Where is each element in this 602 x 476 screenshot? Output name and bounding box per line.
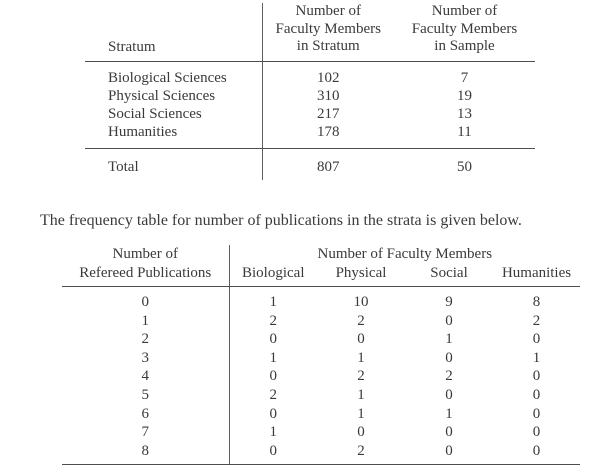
biological-value: 1 bbox=[269, 294, 277, 310]
physical-column-header: Physical bbox=[317, 264, 405, 287]
social-value: 1 bbox=[445, 331, 453, 348]
strata-header-row bbox=[85, 3, 535, 61]
stratum-name: Biological Sciences bbox=[85, 61, 262, 87]
publications-header-line-1: Number of bbox=[62, 245, 229, 264]
header-line: Faculty Members bbox=[411, 20, 518, 37]
publications-count: 4 bbox=[62, 367, 229, 386]
table-row bbox=[62, 312, 580, 331]
physical-value: 0 bbox=[357, 424, 365, 441]
total-label: Total bbox=[85, 149, 262, 180]
table-row bbox=[85, 123, 535, 149]
header-line: in Stratum bbox=[296, 38, 360, 54]
humanities-column-header: Humanities bbox=[493, 264, 580, 287]
social-value: 1 bbox=[445, 405, 453, 422]
social-value: 9 bbox=[445, 294, 453, 310]
in-stratum-value: 310 bbox=[317, 87, 340, 104]
stratum-name: Social Sciences bbox=[85, 105, 262, 123]
table-row bbox=[85, 105, 535, 123]
body-text: The frequency table for number of publications in the strata is given below. bbox=[40, 212, 522, 229]
header-line: Number of bbox=[431, 3, 498, 19]
table-row bbox=[62, 349, 580, 368]
table-row bbox=[62, 287, 580, 312]
humanities-value: 0 bbox=[532, 368, 541, 385]
strata-summary-table-grid bbox=[85, 3, 535, 180]
in-sample-value: 11 bbox=[394, 123, 535, 149]
table-row bbox=[62, 423, 580, 442]
publications-header-line-2: Refereed Publications bbox=[62, 264, 229, 287]
physical-value: 1 bbox=[357, 386, 365, 403]
social-value: 0 bbox=[445, 312, 453, 329]
frequency-group-header-row bbox=[62, 245, 580, 264]
publications-count: 8 bbox=[62, 442, 229, 465]
header-line: in Sample bbox=[434, 38, 495, 54]
publications-count: 2 bbox=[62, 330, 229, 349]
table-row bbox=[62, 330, 580, 349]
biological-column-header: Biological bbox=[229, 264, 317, 287]
humanities-value: 8 bbox=[532, 294, 541, 310]
header-line: Faculty Members bbox=[275, 20, 381, 37]
table-row bbox=[62, 405, 580, 424]
in-stratum-value: 178 bbox=[262, 123, 394, 149]
biological-value: 2 bbox=[269, 386, 277, 403]
physical-value: 2 bbox=[317, 442, 405, 465]
biological-value: 2 bbox=[269, 312, 277, 329]
in-stratum-value: 217 bbox=[317, 105, 340, 122]
table-row bbox=[62, 386, 580, 405]
table-row bbox=[62, 442, 580, 465]
header-line: Number of bbox=[295, 3, 361, 19]
humanities-value: 0 bbox=[532, 405, 541, 422]
humanities-value: 1 bbox=[532, 349, 541, 366]
biological-value: 0 bbox=[229, 442, 317, 465]
in-stratum-value: 102 bbox=[317, 69, 340, 86]
publication-frequency-table-grid bbox=[62, 245, 580, 465]
publications-count: 3 bbox=[62, 349, 229, 368]
table-row bbox=[85, 87, 535, 105]
publications-count: 5 bbox=[62, 386, 229, 405]
biological-value: 1 bbox=[269, 349, 277, 366]
in-stratum-column-header bbox=[262, 3, 394, 61]
total-row bbox=[85, 149, 535, 180]
biological-value: 0 bbox=[269, 405, 277, 422]
social-value: 0 bbox=[445, 349, 453, 366]
frequency-column-header-row bbox=[62, 264, 580, 287]
physical-value: 2 bbox=[357, 368, 365, 385]
publication-frequency-table bbox=[62, 245, 580, 465]
humanities-value: 0 bbox=[532, 386, 541, 403]
publications-count: 7 bbox=[62, 423, 229, 442]
physical-value: 1 bbox=[357, 405, 365, 422]
publications-count: 0 bbox=[62, 287, 229, 312]
total-in-sample-value: 50 bbox=[457, 159, 472, 176]
social-value: 2 bbox=[445, 368, 453, 385]
strata-summary-table bbox=[85, 3, 535, 180]
total-in-stratum-value: 807 bbox=[317, 159, 340, 176]
physical-value: 2 bbox=[357, 312, 365, 329]
social-value: 0 bbox=[445, 386, 453, 403]
stratum-name: Physical Sciences bbox=[85, 87, 262, 105]
publications-count: 6 bbox=[62, 405, 229, 424]
physical-value: 10 bbox=[353, 294, 369, 310]
table-row bbox=[85, 61, 535, 87]
biological-value: 0 bbox=[269, 331, 277, 348]
physical-value: 0 bbox=[357, 331, 365, 348]
social-value: 0 bbox=[405, 442, 493, 465]
stratum-name: Humanities bbox=[85, 123, 262, 149]
biological-value: 1 bbox=[269, 424, 277, 441]
publications-count: 1 bbox=[62, 312, 229, 331]
biological-value: 0 bbox=[269, 368, 277, 385]
social-column-header: Social bbox=[405, 264, 493, 287]
humanities-value: 2 bbox=[532, 312, 541, 329]
stratum-column-header: Stratum bbox=[85, 3, 262, 61]
humanities-value: 0 bbox=[493, 442, 580, 465]
in-sample-value: 13 bbox=[457, 105, 472, 122]
table-row bbox=[62, 367, 580, 386]
faculty-members-group-header: Number of Faculty Members bbox=[317, 246, 493, 262]
social-value: 0 bbox=[445, 424, 453, 441]
physical-value: 1 bbox=[357, 349, 365, 366]
humanities-value: 0 bbox=[532, 331, 541, 348]
in-sample-value: 19 bbox=[457, 87, 472, 104]
humanities-value: 0 bbox=[532, 424, 541, 441]
in-sample-column-header bbox=[394, 3, 535, 61]
in-sample-value: 7 bbox=[460, 69, 469, 86]
